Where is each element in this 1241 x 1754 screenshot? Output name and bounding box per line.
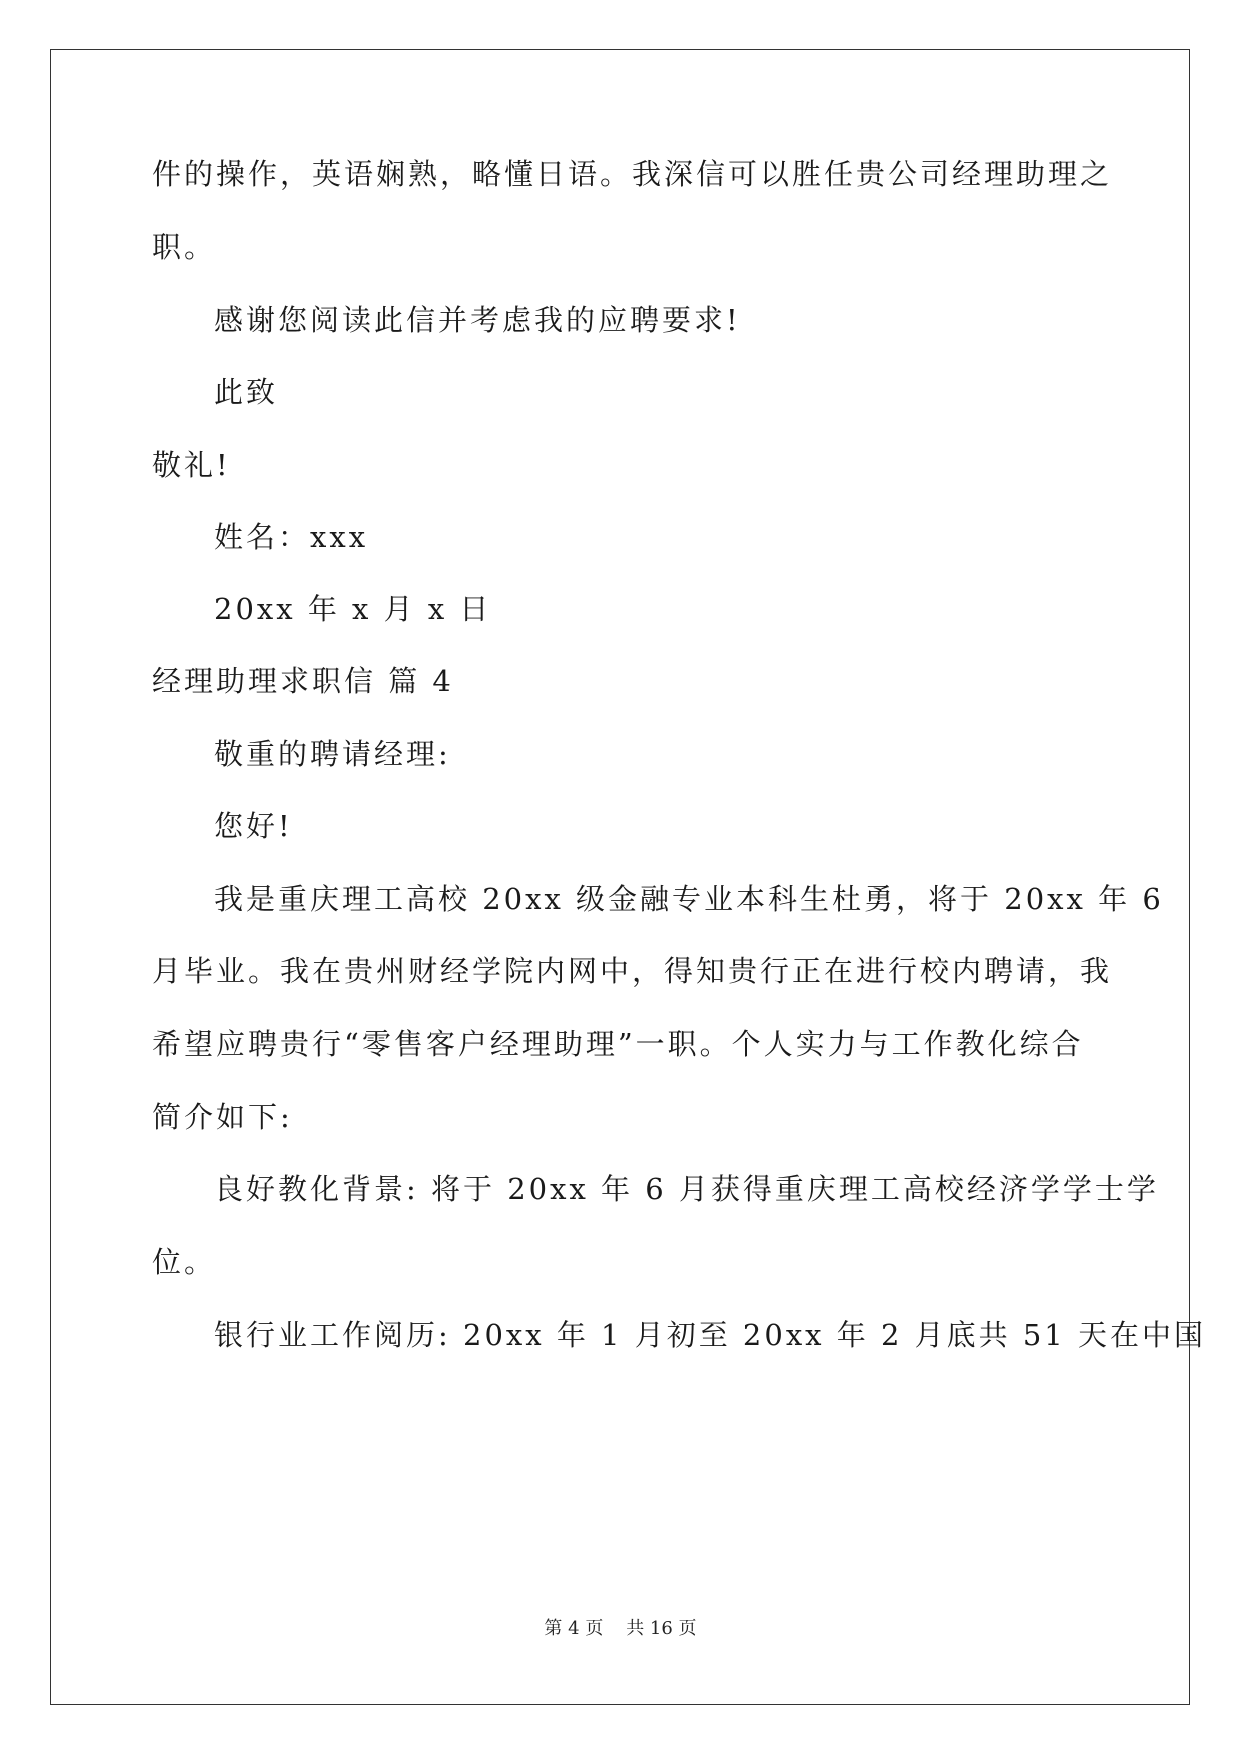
section-heading: 经理助理求职信 篇 4 <box>152 664 454 698</box>
paragraph-line: 我是重庆理工高校 20xx 级金融专业本科生杜勇，将于 20xx 年 6 <box>214 882 1164 916</box>
paragraph-line: 银行业工作阅历: 20xx 年 1 月初至 20xx 年 2 月底共 51 天在中国 <box>214 1318 1206 1352</box>
page-border <box>50 49 1190 1705</box>
paragraph-line: 简介如下: <box>152 1100 293 1134</box>
paragraph-line: 感谢您阅读此信并考虑我的应聘要求! <box>214 303 741 337</box>
page-number: 第 4 页 共 16 页 <box>544 1618 697 1639</box>
greeting-line: 您好! <box>214 809 293 843</box>
paragraph-line: 良好教化背景: 将于 20xx 年 6 月获得重庆理工高校经济学学士学 <box>214 1172 1159 1206</box>
paragraph-line: 职。 <box>152 230 217 264</box>
paragraph-line: 件的操作，英语娴熟，略懂日语。我深信可以胜任贵公司经理助理之 <box>152 157 1113 191</box>
closing-line: 敬礼! <box>152 448 231 482</box>
signature-name: 姓名：xxx <box>214 520 369 554</box>
greeting-line: 敬重的聘请经理: <box>214 737 451 771</box>
paragraph-line: 位。 <box>152 1245 217 1279</box>
signature-date: 20xx 年 x 月 x 日 <box>214 592 492 626</box>
paragraph-line: 月毕业。我在贵州财经学院内网中，得知贵行正在进行校内聘请，我 <box>152 954 1113 988</box>
paragraph-line: 希望应聘贵行“零售客户经理助理”一职。个人实力与工作教化综合 <box>152 1027 1084 1061</box>
salutation-line: 此致 <box>214 375 279 409</box>
